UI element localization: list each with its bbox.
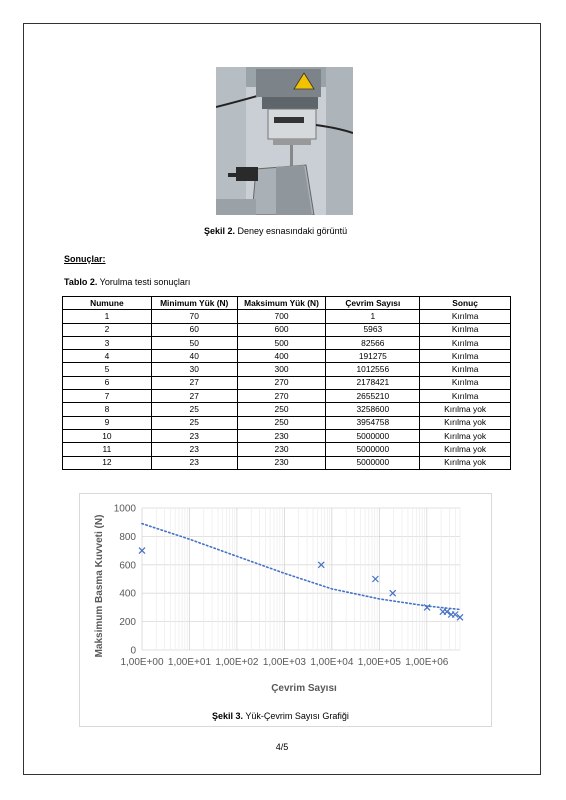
table-cell: 400	[237, 350, 326, 363]
table-cell: 40	[151, 350, 237, 363]
table-cell: Kırılma yok	[420, 403, 511, 416]
table-cell: 191275	[326, 350, 420, 363]
table-cell: 5000000	[326, 443, 420, 456]
figure-3-text: Yük-Çevrim Sayısı Grafiği	[243, 711, 349, 721]
table-cell: 8	[63, 403, 152, 416]
load-cycle-chart	[80, 494, 491, 704]
table-cell: Kırılma	[420, 390, 511, 403]
table-header-cell: Numune	[63, 297, 152, 310]
table-row	[63, 310, 511, 323]
table-cell: 1	[63, 310, 152, 323]
x-tick-label: 1,00E+00	[120, 657, 164, 668]
table-cell: 5000000	[326, 456, 420, 469]
table-row	[63, 363, 511, 376]
table-cell: 11	[63, 443, 152, 456]
table-cell: Kırılma	[420, 376, 511, 389]
table-2-caption	[64, 277, 190, 287]
table-cell: 9	[63, 416, 152, 429]
x-tick-label: 1,00E+03	[262, 657, 306, 668]
table-row	[63, 443, 511, 456]
experiment-photo-drawing	[216, 67, 353, 215]
experiment-photo	[216, 67, 353, 215]
chart-tick-labels	[114, 504, 449, 669]
table-cell: 270	[237, 390, 326, 403]
figure-2-label: Şekil 2.	[204, 226, 236, 236]
y-tick-label: 800	[119, 531, 136, 543]
table-cell: 27	[151, 376, 237, 389]
table-header-cell: Çevrim Sayısı	[326, 297, 420, 310]
table-cell: 250	[237, 403, 326, 416]
table-cell: 3258600	[326, 403, 420, 416]
table-cell: Kırılma yok	[420, 429, 511, 442]
table-cell: 5	[63, 363, 152, 376]
table-row	[63, 416, 511, 429]
table-2-text: Yorulma testi sonuçları	[97, 277, 191, 287]
table-cell: Kırılma	[420, 323, 511, 336]
table-cell: 1	[326, 310, 420, 323]
table-cell: Kırılma yok	[420, 416, 511, 429]
y-tick-label: 600	[119, 560, 136, 572]
table-row	[63, 403, 511, 416]
x-tick-label: 1,00E+02	[215, 657, 259, 668]
figure-3-label: Şekil 3.	[212, 711, 244, 721]
table-cell: 5000000	[326, 429, 420, 442]
x-axis-label: Çevrim Sayısı	[271, 683, 337, 694]
chart-frame	[79, 493, 492, 727]
table-cell: 12	[63, 456, 152, 469]
page-number: 4/5	[275, 742, 289, 752]
table-cell: 23	[151, 429, 237, 442]
table-row	[63, 456, 511, 469]
table-header-cell: Sonuç	[420, 297, 511, 310]
table-cell: 23	[151, 443, 237, 456]
table-cell: 700	[237, 310, 326, 323]
table-row	[63, 390, 511, 403]
table-row	[63, 429, 511, 442]
table-cell: 27	[151, 390, 237, 403]
figure-2-caption	[204, 226, 347, 236]
table-cell: Kırılma	[420, 336, 511, 349]
table-row	[63, 323, 511, 336]
table-cell: Kırılma	[420, 350, 511, 363]
y-tick-label: 1000	[113, 503, 136, 515]
table-row	[63, 350, 511, 363]
table-cell: 10	[63, 429, 152, 442]
figure-2-text: Deney esnasındaki görüntü	[235, 226, 348, 236]
table-cell: 25	[151, 416, 237, 429]
table-cell: 230	[237, 456, 326, 469]
x-tick-label: 1,00E+06	[405, 657, 449, 668]
table-cell: 25	[151, 403, 237, 416]
table-cell: 600	[237, 323, 326, 336]
y-tick-label: 200	[119, 617, 136, 629]
figure-3-caption	[212, 711, 349, 721]
y-tick-label: 400	[119, 588, 136, 600]
table-cell: 23	[151, 456, 237, 469]
table-cell: 5963	[326, 323, 420, 336]
fatigue-results-table	[62, 296, 511, 470]
x-tick-label: 1,00E+01	[167, 657, 212, 668]
table-cell: 30	[151, 363, 237, 376]
y-axis-label: Maksimum Basma Kuvveti (N)	[94, 514, 105, 658]
table-cell: 6	[63, 376, 152, 389]
table-cell: 3954758	[326, 416, 420, 429]
document-page	[23, 23, 541, 775]
table-cell: Kırılma yok	[420, 456, 511, 469]
table-2-label: Tablo 2.	[64, 277, 98, 287]
table-row	[63, 376, 511, 389]
x-tick-label: 1,00E+04	[310, 657, 354, 668]
table-cell: 50	[151, 336, 237, 349]
table-cell: 7	[63, 390, 152, 403]
y-tick-label: 0	[130, 645, 136, 657]
table-cell: 70	[151, 310, 237, 323]
x-tick-label: 1,00E+05	[357, 657, 401, 668]
table-cell: 2655210	[326, 390, 420, 403]
table-cell: Kırılma	[420, 310, 511, 323]
table-row	[63, 336, 511, 349]
table-cell: 4	[63, 350, 152, 363]
table-header-row	[63, 297, 511, 310]
table-header-cell: Maksimum Yük (N)	[237, 297, 326, 310]
table-cell: 300	[237, 363, 326, 376]
table-cell: 2	[63, 323, 152, 336]
table-cell: 2178421	[326, 376, 420, 389]
table-cell: 250	[237, 416, 326, 429]
table-body	[63, 310, 511, 470]
table-cell: 270	[237, 376, 326, 389]
results-heading: Sonuçlar:	[64, 254, 106, 264]
table-cell: 230	[237, 429, 326, 442]
table-header-cell: Minimum Yük (N)	[151, 297, 237, 310]
table-cell: 60	[151, 323, 237, 336]
table-cell: Kırılma	[420, 363, 511, 376]
table-cell: 230	[237, 443, 326, 456]
table-cell: Kırılma yok	[420, 443, 511, 456]
table-cell: 3	[63, 336, 152, 349]
table-cell: 82566	[326, 336, 420, 349]
table-cell: 1012556	[326, 363, 420, 376]
table-cell: 500	[237, 336, 326, 349]
